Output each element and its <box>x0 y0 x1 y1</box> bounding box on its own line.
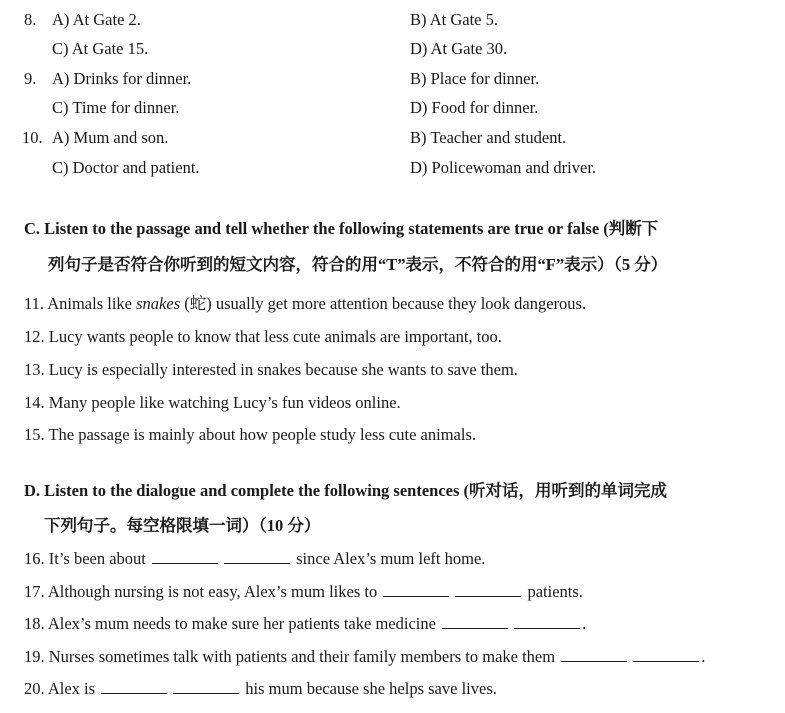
question-15: 15. The passage is mainly about how people study less cute animals. <box>24 425 476 444</box>
italic-word: snakes <box>136 294 181 313</box>
answer-blank[interactable] <box>442 614 508 629</box>
option-c: C) At Gate 15. <box>52 39 149 58</box>
section-c-heading: C. Listen to the passage and tell whether the following statements are true or false (判断下 <box>24 219 659 238</box>
question-number: 8. <box>24 10 37 29</box>
question-16: 16. It’s been about since Alex’s mum left home. <box>24 549 486 568</box>
section-c-heading-cont: 列句子是否符合你听到的短文内容，符合的用“T”表示，不符合的用“F”表示）（5 分） <box>48 255 668 274</box>
answer-blank[interactable] <box>383 582 449 597</box>
option-d: D) Food for dinner. <box>410 98 539 117</box>
option-d: D) At Gate 30. <box>410 39 508 58</box>
answer-blank[interactable] <box>514 614 580 629</box>
answer-blank[interactable] <box>224 549 290 564</box>
question-14: 14. Many people like watching Lucy’s fun videos online. <box>24 393 401 412</box>
option-a: A) Mum and son. <box>52 128 169 147</box>
option-c: C) Time for dinner. <box>52 98 180 117</box>
option-d: D) Policewoman and driver. <box>410 158 597 177</box>
answer-blank[interactable] <box>455 582 521 597</box>
answer-blank[interactable] <box>173 679 239 694</box>
section-d-heading-cont: 下列句子。每空格限填一词）（10 分） <box>44 516 321 535</box>
option-b: B) Teacher and student. <box>410 128 567 147</box>
answer-blank[interactable] <box>101 679 167 694</box>
option-b: B) Place for dinner. <box>410 69 540 88</box>
option-a: A) Drinks for dinner. <box>52 69 192 88</box>
question-11: 11. Animals like snakes (蛇) usually get more attention because they look dangerous. <box>24 294 587 313</box>
section-d-heading: D. Listen to the dialogue and complete the following sentences (听对话，用听到的单词完成 <box>24 481 668 500</box>
option-c: C) Doctor and patient. <box>52 158 200 177</box>
answer-blank[interactable] <box>561 647 627 662</box>
question-19: 19. Nurses sometimes talk with patients and their family members to make them . <box>24 647 706 666</box>
option-a: A) At Gate 2. <box>52 10 141 29</box>
option-b: B) At Gate 5. <box>410 10 498 29</box>
question-number: 9. <box>24 69 37 88</box>
question-20: 20. Alex is his mum because she helps save lives. <box>24 679 497 698</box>
question-18: 18. Alex’s mum needs to make sure her patients take medicine . <box>24 614 587 633</box>
question-number: 10. <box>22 128 43 147</box>
question-17: 17. Although nursing is not easy, Alex’s mum likes to patients. <box>24 582 583 601</box>
answer-blank[interactable] <box>152 549 218 564</box>
question-13: 13. Lucy is especially interested in snakes because she wants to save them. <box>24 360 518 379</box>
answer-blank[interactable] <box>633 647 699 662</box>
question-12: 12. Lucy wants people to know that less cute animals are important, too. <box>24 327 502 346</box>
